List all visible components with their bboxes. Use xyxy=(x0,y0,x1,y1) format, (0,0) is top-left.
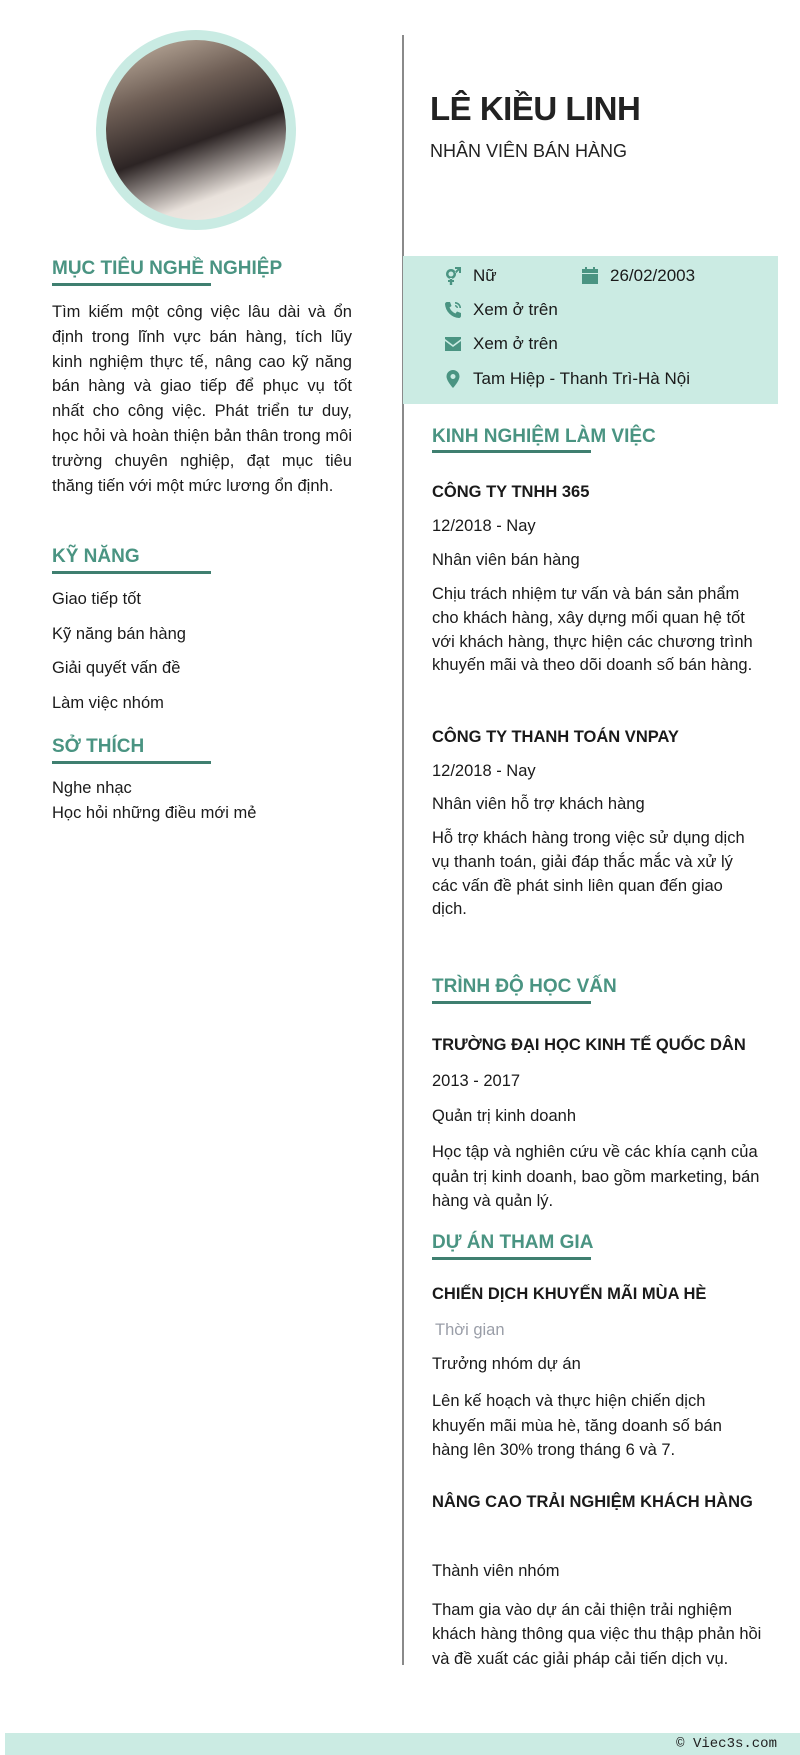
skill-item: Kỹ năng bán hàng xyxy=(52,625,186,643)
project-description: Lên kế hoạch và thực hiện chiến dịch khuyến mãi mùa hè, tăng doanh số bán hàng lên 30% trong tháng 6 và 7. xyxy=(432,1392,722,1459)
footer-copyright: © Viec3s.com xyxy=(676,1736,777,1752)
info-address xyxy=(443,369,690,389)
education-time: 2013 - 2017 xyxy=(432,1072,521,1090)
job-role: Nhân viên hỗ trợ khách hàng xyxy=(432,795,645,813)
education-major: Quản trị kinh doanh xyxy=(432,1107,577,1125)
candidate-position: NHÂN VIÊN BÁN HÀNG xyxy=(430,141,628,161)
job-description: Hỗ trợ khách hàng trong việc sử dụng dịch vụ thanh toán, giải đáp thắc mắc và xử lý các vấn đề phát sinh liên quan đến giao dịch. xyxy=(432,829,745,919)
project-time: Thời gian xyxy=(435,1321,505,1339)
info-email xyxy=(443,334,558,354)
heading-underline xyxy=(52,571,211,574)
hobby-item: Học hỏi những điều mới mẻ xyxy=(52,804,257,822)
skill-item: Giao tiếp tốt xyxy=(52,590,141,608)
email-value: Xem ở trên xyxy=(473,334,558,353)
info-birthday xyxy=(580,266,695,286)
job-role: Nhân viên bán hàng xyxy=(432,551,580,569)
company-name: CÔNG TY THANH TOÁN VNPAY xyxy=(432,728,679,746)
education-description: Học tập và nghiên cứu về các khía cạnh của quản trị kinh doanh, bao gồm marketing, bán hàng và quản lý. xyxy=(432,1143,760,1210)
company-name: CÔNG TY TNHH 365 xyxy=(432,483,590,501)
job-time: 12/2018 - Nay xyxy=(432,517,536,535)
avatar xyxy=(96,30,296,230)
job-description: Chịu trách nhiệm tư vấn và bán sản phẩm cho khách hàng, xây dựng mối quan hệ tốt với khách hàng, thực hiện các chương trình khuyến mãi và theo dõi doanh số bán hàng. xyxy=(432,585,753,675)
skills-heading: KỸ NĂNG xyxy=(52,546,140,567)
heading-underline xyxy=(52,283,211,286)
phone-icon xyxy=(443,300,463,320)
envelope-icon xyxy=(443,334,463,354)
heading-underline xyxy=(432,450,591,453)
objective-text: Tìm kiếm một công việc lâu dài và ổn định trong lĩnh vực bán hàng, tích lũy kinh nghiệm thực tế, nâng cao kỹ năng bán hàng và giao tiếp để phục vụ tốt nhất cho công việc. Phát triển tư duy, học hỏi và hoàn thiện bản thân trong môi trường chuyên nghiệp, đạt mục tiêu thăng tiến với một mức lương ổn định. xyxy=(52,303,352,495)
project-description: Tham gia vào dự án cải thiện trải nghiệm khách hàng thông qua việc thu thập phản hồi và đề xuất các giải pháp cải tiến dịch vụ. xyxy=(432,1601,762,1668)
gender-icon xyxy=(443,266,463,286)
school-name: TRƯỜNG ĐẠI HỌC KINH TẾ QUỐC DÂN xyxy=(432,1036,746,1054)
gender-value: Nữ xyxy=(473,266,497,285)
birthday-value: 26/02/2003 xyxy=(610,266,696,285)
job-time: 12/2018 - Nay xyxy=(432,762,536,780)
project-role: Thành viên nhóm xyxy=(432,1562,560,1580)
heading-underline xyxy=(432,1257,591,1260)
project-name: CHIẾN DỊCH KHUYẾN MÃI MÙA HÈ xyxy=(432,1285,707,1303)
footer xyxy=(5,1733,800,1755)
phone-value: Xem ở trên xyxy=(473,300,558,319)
objective-heading: MỤC TIÊU NGHỀ NGHIỆP xyxy=(52,258,283,279)
skill-item: Giải quyết vấn đề xyxy=(52,659,181,677)
map-pin-icon xyxy=(443,369,463,389)
experience-heading: KINH NGHIỆM LÀM VIỆC xyxy=(432,426,656,447)
profile-photo xyxy=(106,40,286,220)
candidate-name: LÊ KIỀU LINH xyxy=(430,90,641,127)
skill-item: Làm việc nhóm xyxy=(52,694,164,712)
hobby-item: Nghe nhạc xyxy=(52,779,132,797)
project-role: Trưởng nhóm dự án xyxy=(432,1355,581,1373)
personal-info-panel xyxy=(403,256,778,404)
project-name: NÂNG CAO TRẢI NGHIỆM KHÁCH HÀNG xyxy=(432,1493,753,1511)
heading-underline xyxy=(432,1001,591,1004)
education-heading: TRÌNH ĐỘ HỌC VẤN xyxy=(432,976,617,997)
heading-underline xyxy=(52,761,211,764)
address-value: Tam Hiệp - Thanh Trì-Hà Nội xyxy=(473,369,690,388)
info-phone xyxy=(443,300,558,320)
calendar-icon xyxy=(580,266,600,286)
hobbies-heading: SỞ THÍCH xyxy=(52,736,145,757)
projects-heading: DỰ ÁN THAM GIA xyxy=(432,1232,594,1253)
info-gender xyxy=(443,266,497,286)
